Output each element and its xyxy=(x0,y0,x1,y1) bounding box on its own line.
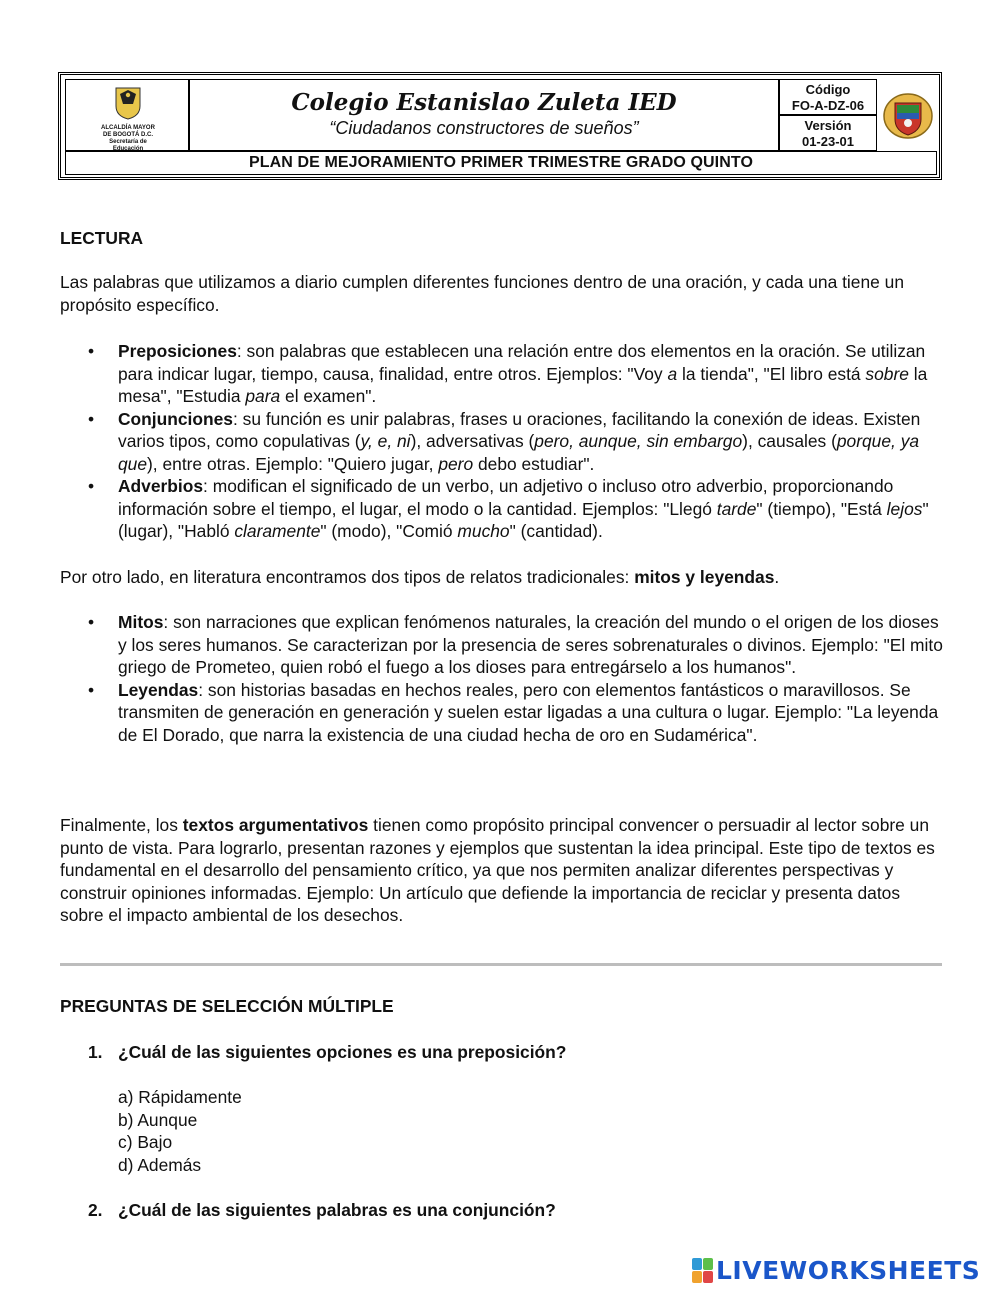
school-crest-icon xyxy=(881,91,935,141)
question-1-options xyxy=(118,1086,242,1176)
code-value: FO-A-DZ-06 xyxy=(791,98,865,113)
section-divider xyxy=(60,963,942,966)
example-word: mucho xyxy=(457,521,510,541)
school-logo-cell xyxy=(877,79,937,151)
argumentative-paragraph xyxy=(60,814,945,927)
example-word: a xyxy=(667,363,678,384)
plan-title: PLAN DE MEJORAMIENTO PRIMER TRIMESTRE GRADO QUINTO xyxy=(249,154,753,171)
story-types-list xyxy=(60,611,945,746)
term: Mitos xyxy=(118,612,164,632)
liveworksheets-logo-icon xyxy=(692,1258,714,1284)
reading-intro: Las palabras que utilizamos a diario cumplen diferentes funciones dentro de una oración, y cada una tiene un propósito específico. xyxy=(60,272,904,315)
question-number: 2. xyxy=(88,1200,103,1220)
watermark-brand: LIVEWORKSHEETS xyxy=(716,1256,981,1285)
text-run: : son historias basadas en hechos reales, pero con elementos fantásticos o maravillosos. Se transmiten de generación en generación y suelen estar ligadas a una cultura o lugar. Ejemplo: "La leyenda de El Dorado, que narra la existencia de una ciudad hecha de oro en Sudamérica". xyxy=(118,679,939,745)
text-run: Finalmente, los xyxy=(60,815,183,835)
text-run: : son narraciones que explican fenómenos naturales, la creación del mundo o el origen de los dioses y los seres humanos. Se caracterizan por la presencia de seres sobrenaturales o divinos. Ejemplo: "El mito griego de Prometeo, quien robó el fuego a los dioses para entregárselo a los humanos". xyxy=(118,612,943,677)
stories-intro xyxy=(60,566,945,589)
school-name: Colegio Estanislao Zuleta IED xyxy=(291,89,677,116)
text-run: : modifican el significado de un verbo, un adjetivo o incluso otro adverbio, proporcionando información sobre el tiempo, el lugar, el modo o la cantidad. Ejemplos: "Llegó xyxy=(118,476,894,519)
list-item xyxy=(60,340,945,408)
list-item xyxy=(60,679,945,747)
bullet-icon: • xyxy=(88,341,95,361)
text-run: ), adversativas ( xyxy=(410,431,535,451)
left-logo-cell xyxy=(65,79,189,151)
text-run: el examen". xyxy=(280,386,377,406)
bold-text: mitos y leyendas xyxy=(634,567,775,587)
bullet-icon: • xyxy=(88,612,95,632)
example-word: tarde xyxy=(716,498,757,519)
term: Preposiciones xyxy=(118,341,237,361)
text-run: debo estudiar". xyxy=(473,453,595,474)
example-word: sobre xyxy=(865,363,909,384)
title-cell xyxy=(189,79,779,151)
list-item xyxy=(60,408,945,476)
text-run: : su función es unir palabras, frases u oraciones, facilitando la conexión de ideas. Existen varios tipos, como copulativas ( xyxy=(118,408,921,451)
logo-caption-line: Secretaría de xyxy=(109,139,147,145)
text-run: ), entre otras. Ejemplo: "Quiero jugar, xyxy=(147,453,439,474)
text-run: . xyxy=(774,567,780,587)
coat-of-arms-icon xyxy=(100,86,156,120)
text-run: " (modo), "Comió xyxy=(320,521,458,541)
list-item xyxy=(60,611,945,679)
example-word: porque, ya que xyxy=(118,431,920,474)
question-text: ¿Cuál de las siguientes palabras es una conjunción? xyxy=(118,1200,556,1220)
question-text: ¿Cuál de las siguientes opciones es una preposición? xyxy=(118,1042,567,1062)
question-number: 1. xyxy=(88,1042,103,1062)
logo-caption-line: ALCALDÍA MAYOR xyxy=(101,125,155,131)
bullet-icon: • xyxy=(88,476,95,496)
school-motto: “Ciudadanos constructores de sueños” xyxy=(329,118,639,138)
text-run: " (cantidad). xyxy=(509,521,603,541)
questions-heading: PREGUNTAS DE SELECCIÓN MÚLTIPLE xyxy=(60,996,394,1016)
text-run: Por otro lado, en literatura encontramos dos tipos de relatos tradicionales: xyxy=(60,567,635,587)
example-word: y, e, ni xyxy=(360,431,411,451)
text-run: " (tiempo), "Está xyxy=(756,498,887,519)
answer-option[interactable]: d) Además xyxy=(118,1154,202,1175)
list-item xyxy=(60,475,945,543)
version-label: Versión xyxy=(804,118,852,133)
plan-title-cell xyxy=(65,151,937,175)
code-label: Código xyxy=(805,82,851,97)
term: Adverbios xyxy=(118,476,204,496)
word-types-list xyxy=(60,340,945,543)
document-header xyxy=(58,72,942,180)
text-run: la mesa", "Estudia xyxy=(118,363,928,406)
answer-option[interactable]: a) Rápidamente xyxy=(118,1087,242,1107)
text-run: " (lugar), "Habló xyxy=(118,498,929,541)
bogota-logo xyxy=(100,86,156,153)
text-run: la tienda", "El libro está xyxy=(677,363,866,384)
example-word: para xyxy=(245,386,281,406)
version-cell xyxy=(779,115,877,151)
example-word: claramente xyxy=(234,521,321,541)
logo-caption-line: DE BOGOTÁ D.C. xyxy=(102,132,153,138)
term: Conjunciones xyxy=(118,408,233,429)
logo-caption-line: Educación xyxy=(112,146,144,152)
version-value: 01-23-01 xyxy=(801,134,855,149)
text-run: tienen como propósito principal convencer o persuadir al lector sobre un punto de vista. Para lograrlo, presentan razones y ejemplos que sustentan la idea principal. Este tipo de textos es fundamental en el desarrollo del pensamiento crítico, ya que nos permiten analizar diferentes perspectivas y construir opiniones informadas. Ejemplo: Un artículo que defiende la importancia de reciclar y presenta datos sobre el impacto ambiental de los desechos. xyxy=(60,815,935,925)
reading-heading: LECTURA xyxy=(60,228,144,248)
example-word: pero xyxy=(438,453,474,474)
answer-option[interactable]: b) Aunque xyxy=(118,1109,198,1130)
code-cell xyxy=(779,79,877,115)
bullet-icon: • xyxy=(88,408,95,429)
example-word: lejos xyxy=(886,498,923,519)
answer-option[interactable]: c) Bajo xyxy=(118,1132,173,1152)
text-run: ), causales ( xyxy=(742,431,837,451)
example-word: pero, aunque, sin embargo xyxy=(534,431,743,451)
bold-text: textos argumentativos xyxy=(182,815,369,835)
term: Leyendas xyxy=(118,679,199,700)
text-run: : son palabras que establecen una relación entre dos elementos en la oración. Se utilizan para indicar lugar, tiempo, causa, finalidad, entre otros. Ejemplos: "Voy xyxy=(118,341,926,384)
bullet-icon: • xyxy=(88,679,95,700)
